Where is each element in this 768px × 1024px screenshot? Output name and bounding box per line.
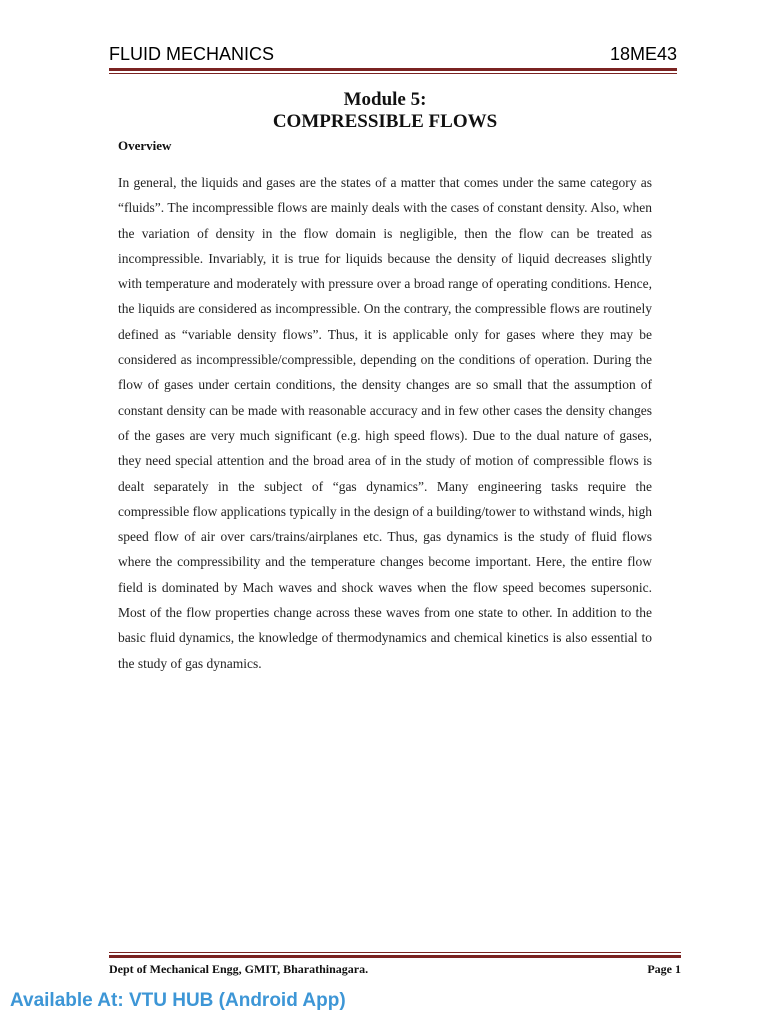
footer-rule-thin [109, 952, 681, 953]
header-subject: FLUID MECHANICS [109, 44, 275, 64]
header-course-code: 18ME43 [609, 44, 677, 64]
body-paragraph: In general, the liquids and gases are the states of a matter that comes under the same category as “fluids”. The incompressible flows are mainly deals with the cases of constant density. Also, when the variation of density in the flow domain is negligible, then the flow can be treated as incompressible. Invariably, it is true for liquids because the density of liquid decreases slightly with temperature and moderately with pressure over a broad range of operating conditions. Hence, the liquids are considered as incompressible. On the contrary, the compressible flows are routinely defined as “variable density flows”. Thus, it is applicable only for gases where they may be considered as incompressible/compressible, depending on the conditions of operation. During the flow of gases under certain conditions, the density changes are so small that the assumption of constant density can be made with reasonable accuracy and in few other cases the density changes of the gases are very much significant (e.g. high speed flows). Due to the dual nature of gases, they need special attention and the broad area of in the study of motion of compressible flows is dealt separately in the subject of “gas dynamics”. Many engineering tasks require the compressible flow applications typically in the design of a building/tower to withstand winds, high speed flow of air over cars/trains/airplanes etc. Thus, gas dynamics is the study of fluid flows where the compressibility and the temperature changes become important. Here, the entire flow field is dominated by Mach waves and shock waves when the flow speed becomes supersonic. Most of the flow properties change across these waves from one state to other. In addition to the basic fluid dynamics, the knowledge of thermodynamics and chemical kinetics is also essential to the study of gas dynamics. [118, 175, 652, 671]
section-heading: Overview [118, 138, 172, 153]
footer-department: Dept of Mechanical Engg, GMIT, Bharathinagara. [109, 962, 369, 976]
availability-banner[interactable]: Available At: VTU HUB (Android App) [10, 990, 346, 1011]
page-header [109, 44, 677, 68]
header-rule-thick [109, 68, 677, 71]
footer-rule-thick [109, 955, 681, 958]
page-number: Page 1 [647, 962, 681, 976]
page-footer [109, 962, 681, 980]
module-title: COMPRESSIBLE FLOWS [272, 111, 498, 132]
module-number: Module 5: [343, 89, 427, 110]
header-rule-thin [109, 73, 677, 74]
